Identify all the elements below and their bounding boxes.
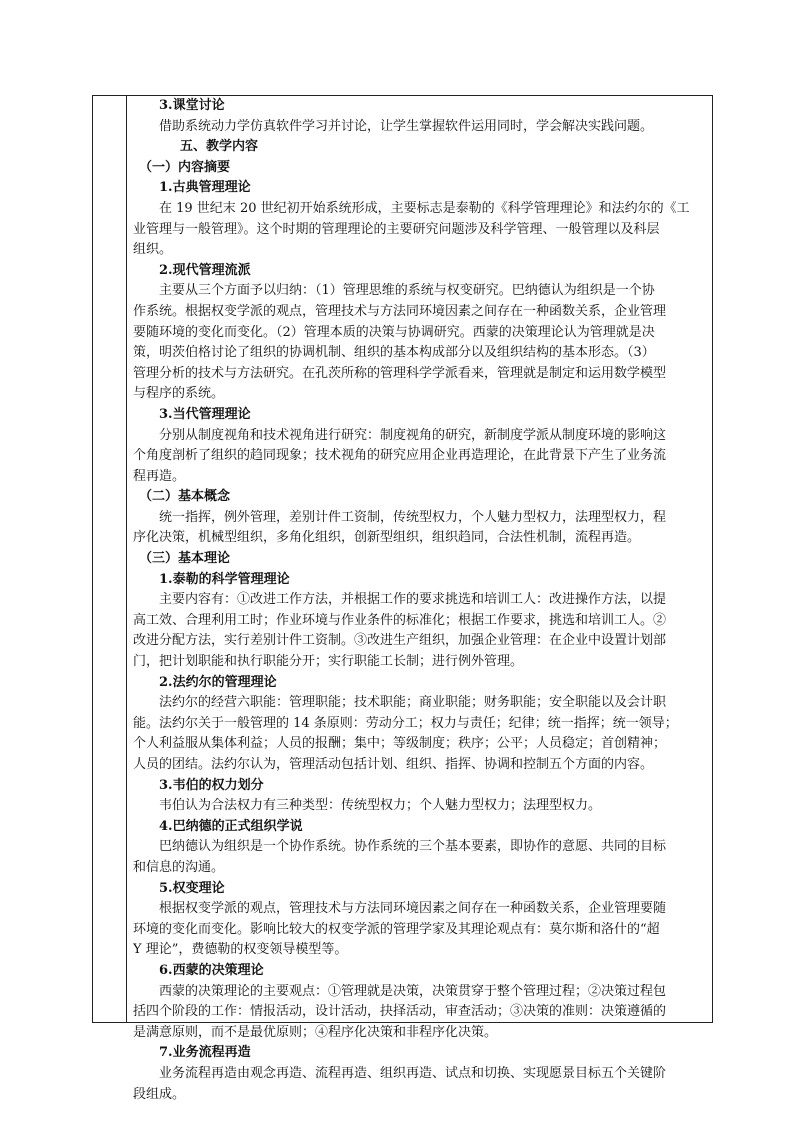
heading-modern: 2.现代管理流派 xyxy=(159,262,251,278)
teaching-content xyxy=(133,96,706,1105)
paragraph-line: 括四个阶段的工作：情报活动，设计活动，抉择活动，审查活动；③决策的准则：决策遵循的 xyxy=(133,1004,667,1020)
heading-fayol: 2.法约尔的管理理论 xyxy=(159,674,277,690)
paragraph-line: 人员的团结。法约尔认为，管理活动包括计划、组织、指挥、协调和控制五个方面的内容。 xyxy=(133,757,654,772)
paragraph-line: 序化决策，机械型组织，多角化组织，创新型组织，组织趋同，合法性机制，流程再造。 xyxy=(133,530,641,546)
intro-heading: 3.课堂讨论 xyxy=(159,98,225,113)
paragraph-line: 段组成。 xyxy=(133,1086,186,1102)
heading-barnard: 4.巴纳德的正式组织学说 xyxy=(159,818,303,834)
paragraph-line: 业管理与一般管理》。这个时期的管理理论的主要研究问题涉及科学管理、一般管理以及科层 xyxy=(133,221,660,237)
paragraph-line: 统一指挥，例外管理，差别计件工资制，传统型权力，个人魅力型权力，法理型权力，程 xyxy=(159,509,667,525)
paragraph-line: 个角度剖析了组织的趋同现象；技术视角的研究应用企业再造理论，在此背景下产生了业务流 xyxy=(133,448,667,464)
paragraph-line: 主要内容有：①改进工作方法，并根据工作的要求挑选和培训工人：改进操作方法，以提 xyxy=(159,592,667,608)
column-divider xyxy=(126,96,127,1022)
paragraph-line: 分别从制度视角和技术视角进行研究：制度视角的研究，新制度学派从制度环境的影响这 xyxy=(159,427,667,443)
heading-simon: 6.西蒙的决策理论 xyxy=(159,962,264,978)
paragraph-line: 程再造。 xyxy=(133,468,186,484)
paragraph-line: 高工效、合理利用工时；作业环境与作业条件的标准化；根据工作要求，挑选和培训工人。② xyxy=(133,612,667,628)
paragraph-line: 韦伯认为合法权力有三种类型：传统型权力；个人魅力型权力；法理型权力。 xyxy=(159,798,602,814)
paragraph-line: 在 19 世纪末 20 世纪初开始系统形成，主要标志是泰勒的《科学管理理论》和法约尔的《工 xyxy=(159,200,690,216)
heading-taylor: 1.泰勒的科学管理理论 xyxy=(159,571,290,587)
paragraph-line: 是满意原则，而不是最优原则；④程序化决策和非程序化决策。 xyxy=(133,1024,498,1040)
paragraph-line: 策，明茨伯格讨论了组织的协调机制、组织的基本构成部分以及组织结构的基本形态。（3） xyxy=(133,345,655,361)
paragraph-line: 西蒙的决策理论的主要观点：①管理就是决策，决策贯穿于整个管理过程；②决策过程包 xyxy=(159,983,667,999)
heading-classic: 1.古典管理理论 xyxy=(159,180,251,196)
paragraph-line: 和信息的沟通。 xyxy=(133,859,225,875)
paragraph-line: 作系统。根据权变学派的观点，管理技术与方法同环境因素之间存在一种函数关系，企业管理 xyxy=(133,303,667,319)
paragraph-line: 法约尔的经营六职能：管理职能；技术职能；商业职能；财务职能；安全职能以及会计职 xyxy=(159,695,667,711)
section-title: 五、教学内容 xyxy=(180,139,259,155)
subsection-theories: （三）基本理论 xyxy=(139,551,231,567)
paragraph-line: 个人利益服从集体利益；人员的报酬；集中；等级制度；秩序；公平；人员稳定；首创精神； xyxy=(133,736,667,752)
heading-contingency: 5.权变理论 xyxy=(159,880,225,896)
paragraph-line: Y 理论”，费德勒的权变领导模型等。 xyxy=(133,942,348,958)
paragraph-line: 巴纳德认为组织是一个协作系统。协作系统的三个基本要素，即协作的意愿、共同的目标 xyxy=(159,839,667,855)
paragraph-line: 能。法约尔关于一般管理的 14 条原则：劳动分工；权力与责任；纪律；统一指挥；统一领导； xyxy=(133,715,678,731)
heading-weber: 3.韦伯的权力划分 xyxy=(159,777,264,793)
paragraph-line: 业务流程再造由观念再造、流程再造、组织再造、试点和切换、实现愿景目标五个关键阶 xyxy=(159,1065,667,1081)
paragraph-line: 根据权变学派的观点，管理技术与方法同环境因素之间存在一种函数关系，企业管理要随 xyxy=(159,901,667,917)
paragraph-line: 改进分配方法，实行差别计件工资制。③改进生产组织，加强企业管理：在企业中设置计划部 xyxy=(133,633,667,649)
heading-bpr: 7.业务流程再造 xyxy=(159,1045,251,1061)
paragraph-line: 管理分析的技术与方法研究。在孔茨所称的管理科学学派看来，管理就是制定和运用数学模型 xyxy=(133,365,667,381)
paragraph-line: 环境的变化而变化。影响比较大的权变学派的管理学家及其理论观点有：莫尔斯和洛什的“超 xyxy=(133,921,660,937)
paragraph-line: 主要从三个方面予以归纳：（1）管理思维的系统与权变研究。巴纳德认为组织是一个协 xyxy=(159,283,655,299)
paragraph-line: 门，把计划职能和执行职能分开；实行职能工长制；进行例外管理。 xyxy=(133,654,524,670)
subsection-summary: （一）内容摘要 xyxy=(139,159,231,175)
content-table xyxy=(92,95,713,1102)
subsection-concepts: （二）基本概念 xyxy=(139,489,231,505)
paragraph-line: 与程序的系统。 xyxy=(133,386,225,402)
paragraph-line: 要随环境的变化而变化。（2）管理本质的决策与协调研究。西蒙的决策理论认为管理就是决 xyxy=(133,324,655,340)
intro-text: 借助系统动力学仿真软件学习并讨论，让学生掌握软件运用同时，学会解决实践问题。 xyxy=(159,118,654,134)
paragraph-line: 组织。 xyxy=(133,242,173,258)
heading-contemporary: 3.当代管理理论 xyxy=(159,406,251,422)
